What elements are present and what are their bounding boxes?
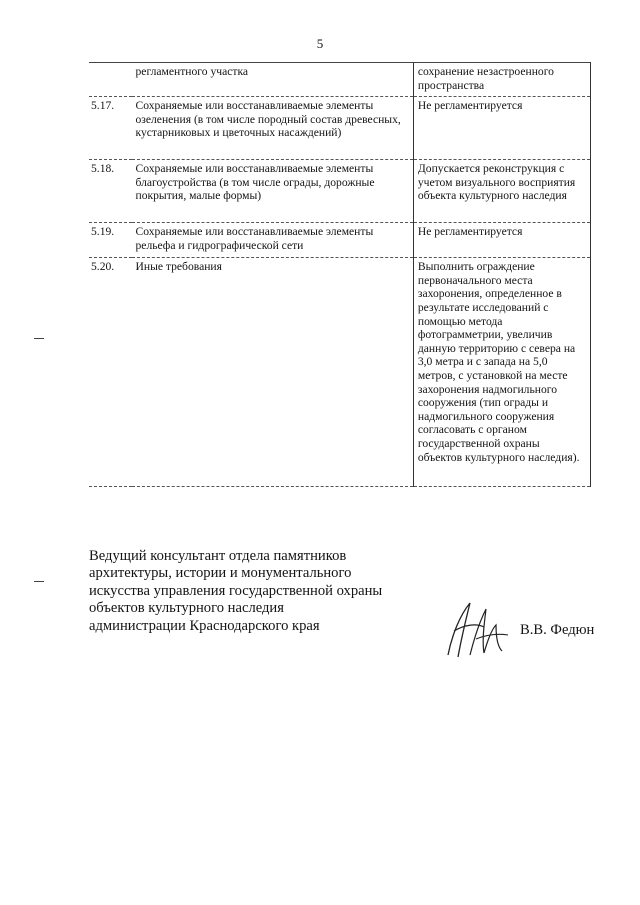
signer-name: В.В. Федюн bbox=[520, 622, 595, 638]
table-row bbox=[89, 223, 591, 258]
requirement-cell: Сохраняемые или восстанавливаемые элементы озеленения (в том числе породный состав древесных, кустарниковых и цветочных насаждений) bbox=[132, 97, 414, 160]
row-number: 5.17. bbox=[89, 97, 132, 160]
table-row bbox=[89, 258, 591, 487]
table-row bbox=[89, 97, 591, 160]
position-line: администрации Краснодарского края bbox=[89, 617, 320, 634]
row-number: 5.18. bbox=[89, 160, 132, 223]
row-number: 5.19. bbox=[89, 223, 132, 258]
position-line: Ведущий консультант отдела памятников bbox=[89, 548, 347, 564]
position-line: искусства управления государственной охраны bbox=[89, 582, 383, 599]
page-number: 5 bbox=[316, 36, 324, 51]
requirement-cell: Сохраняемые или восстанавливаемые элементы благоустройства (в том числе ограды, дорожные покрытия, малые формы) bbox=[132, 160, 414, 223]
position-line: архитектуры, истории и монументального bbox=[89, 565, 352, 582]
table-row bbox=[89, 63, 591, 97]
table-row bbox=[89, 160, 591, 223]
signer-position bbox=[89, 548, 409, 635]
margin-mark bbox=[34, 581, 44, 582]
requirements-table bbox=[89, 62, 591, 487]
handwritten-signature bbox=[440, 595, 515, 665]
value-cell: Не регламентируется bbox=[413, 97, 590, 160]
value-cell: Допускается реконструкция с учетом визуального восприятия объекта культурного наследия bbox=[413, 160, 590, 223]
row-number bbox=[89, 63, 132, 97]
position-line: объектов культурного наследия bbox=[89, 600, 284, 617]
margin-mark bbox=[34, 338, 44, 339]
value-cell: Не регламентируется bbox=[413, 223, 590, 258]
value-cell: Выполнить ограждение первоначального места захоронения, определенное в результате исследований с помощью метода фотограмметрии, увеличив данную территорию с севера на 3,0 метра и с запада на 5,0 метров, с установкой на месте захоронения надмогильного сооружения (тип ограды и надмогильного сооружения согласовать с органом государственной охраны объектов культурного наследия). bbox=[413, 258, 590, 487]
requirement-cell: Иные требования bbox=[132, 258, 414, 487]
requirement-cell: Сохраняемые или восстанавливаемые элементы рельефа и гидрографической сети bbox=[132, 223, 414, 258]
requirement-cell: регламентного участка bbox=[132, 63, 414, 97]
value-cell: сохранение незастроенного пространства bbox=[413, 63, 590, 97]
row-number: 5.20. bbox=[89, 258, 132, 487]
